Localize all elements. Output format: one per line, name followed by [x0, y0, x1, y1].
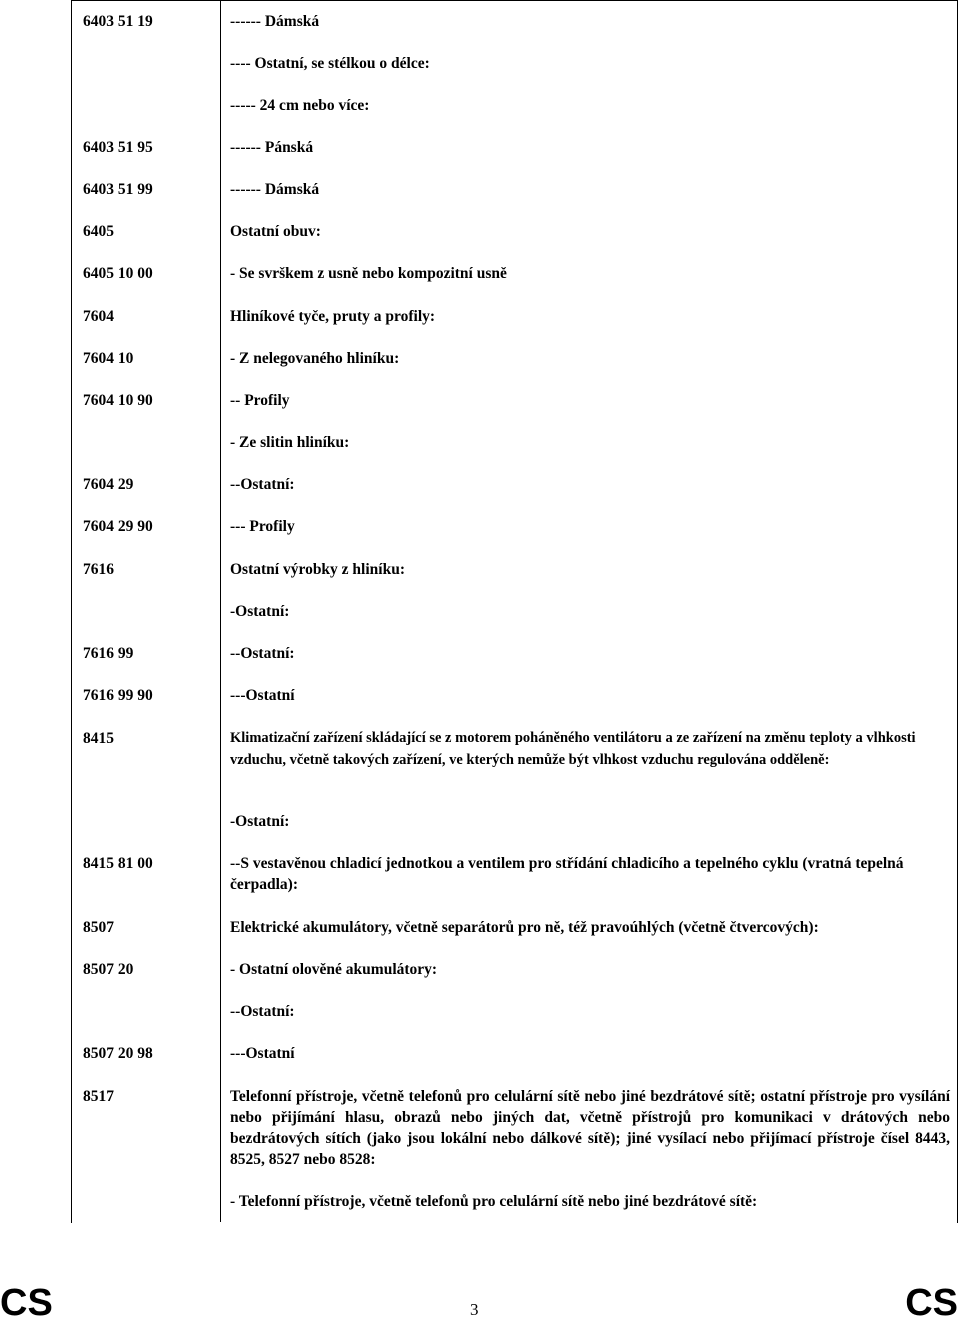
row-description: - Ostatní olověné akumulátory: — [230, 961, 438, 978]
footer-language-right: CS — [905, 1282, 958, 1324]
row-description: ------ Dámská — [230, 181, 320, 198]
row-code: 8507 — [83, 919, 114, 936]
row-code: 7604 10 90 — [83, 392, 153, 409]
page-number: 3 — [470, 1300, 479, 1319]
row-code: 8507 20 98 — [83, 1045, 153, 1062]
row-code: 8507 20 — [83, 961, 134, 978]
row-description: Ostatní obuv: — [230, 223, 321, 240]
row-description: Klimatizační zařízení skládající se z motorem poháněného ventilátoru a ze zařízení na změnu teploty a vlhkosti vzduchu, včetně takových zařízení, ve kterých nemůže být vlhkost vzduchu regulována odděleně: — [230, 730, 916, 768]
row-description: --Ostatní: — [230, 476, 295, 493]
row-description: ----- 24 cm nebo více: — [230, 97, 370, 114]
row-description: ---Ostatní — [230, 1045, 295, 1062]
row-description: -Ostatní: — [230, 813, 290, 830]
row-description: -- Profily — [230, 392, 290, 409]
row-code: 7604 29 — [83, 476, 134, 493]
row-description: Elektrické akumulátory, včetně separátorů pro ně, též pravoúhlých (včetně čtvercových): — [230, 919, 819, 936]
row-description: ---Ostatní — [230, 687, 295, 704]
row-description: ------ Pánská — [230, 139, 314, 156]
row-description: - Se svrškem z usně nebo kompozitní usně — [230, 265, 507, 282]
row-description: Telefonní přístroje, včetně telefonů pro celulární sítě nebo jiné bezdrátové sítě; ostatní přístroje pro vysílání nebo přijímání hlasu, obrazů nebo jiných dat, včetně přístrojů pro komunikaci v drátových nebo bezdrátových sítích (jako jsou lokální nebo dálkové sítě); jiné vysílací nebo přijímací přístroje čísel 8443, 8525, 8527 nebo 8528: — [230, 1088, 950, 1168]
row-code: 6403 51 95 — [83, 139, 153, 156]
row-code: 8415 81 00 — [83, 855, 153, 872]
column-divider — [220, 0, 221, 1222]
row-description: --- Profily — [230, 518, 295, 535]
row-description: --Ostatní: — [230, 1003, 295, 1020]
row-code: 6405 — [83, 223, 114, 240]
row-description: ------ Dámská — [230, 13, 320, 30]
footer-language-left: CS — [0, 1282, 53, 1324]
row-description: - Ze slitin hliníku: — [230, 434, 350, 451]
row-code: 8415 — [83, 730, 114, 747]
row-description: - Telefonní přístroje, včetně telefonů pro celulární sítě nebo jiné bezdrátové sítě: — [230, 1193, 758, 1210]
row-description: --S vestavěnou chladicí jednotkou a ventilem pro střídání chladicího a tepelného cyklu (vratná tepelná čerpadla): — [230, 855, 904, 893]
row-code: 7604 29 90 — [83, 518, 153, 535]
row-code: 7604 — [83, 308, 114, 325]
row-code: 7604 10 — [83, 350, 134, 367]
row-code: 7616 99 — [83, 645, 134, 662]
row-code: 8517 — [83, 1088, 114, 1105]
row-code: 6403 51 19 — [83, 13, 153, 30]
row-code: 7616 — [83, 561, 114, 578]
row-description: Ostatní výrobky z hliníku: — [230, 561, 405, 578]
row-code: 6405 10 00 — [83, 265, 153, 282]
row-description: - Z nelegovaného hliníku: — [230, 350, 400, 367]
row-description: Hliníkové tyče, pruty a profily: — [230, 308, 436, 325]
row-description: -Ostatní: — [230, 603, 290, 620]
row-code: 7616 99 90 — [83, 687, 153, 704]
row-code: 6403 51 99 — [83, 181, 153, 198]
row-description: ---- Ostatní, se stélkou o délce: — [230, 55, 430, 72]
row-description: --Ostatní: — [230, 645, 295, 662]
